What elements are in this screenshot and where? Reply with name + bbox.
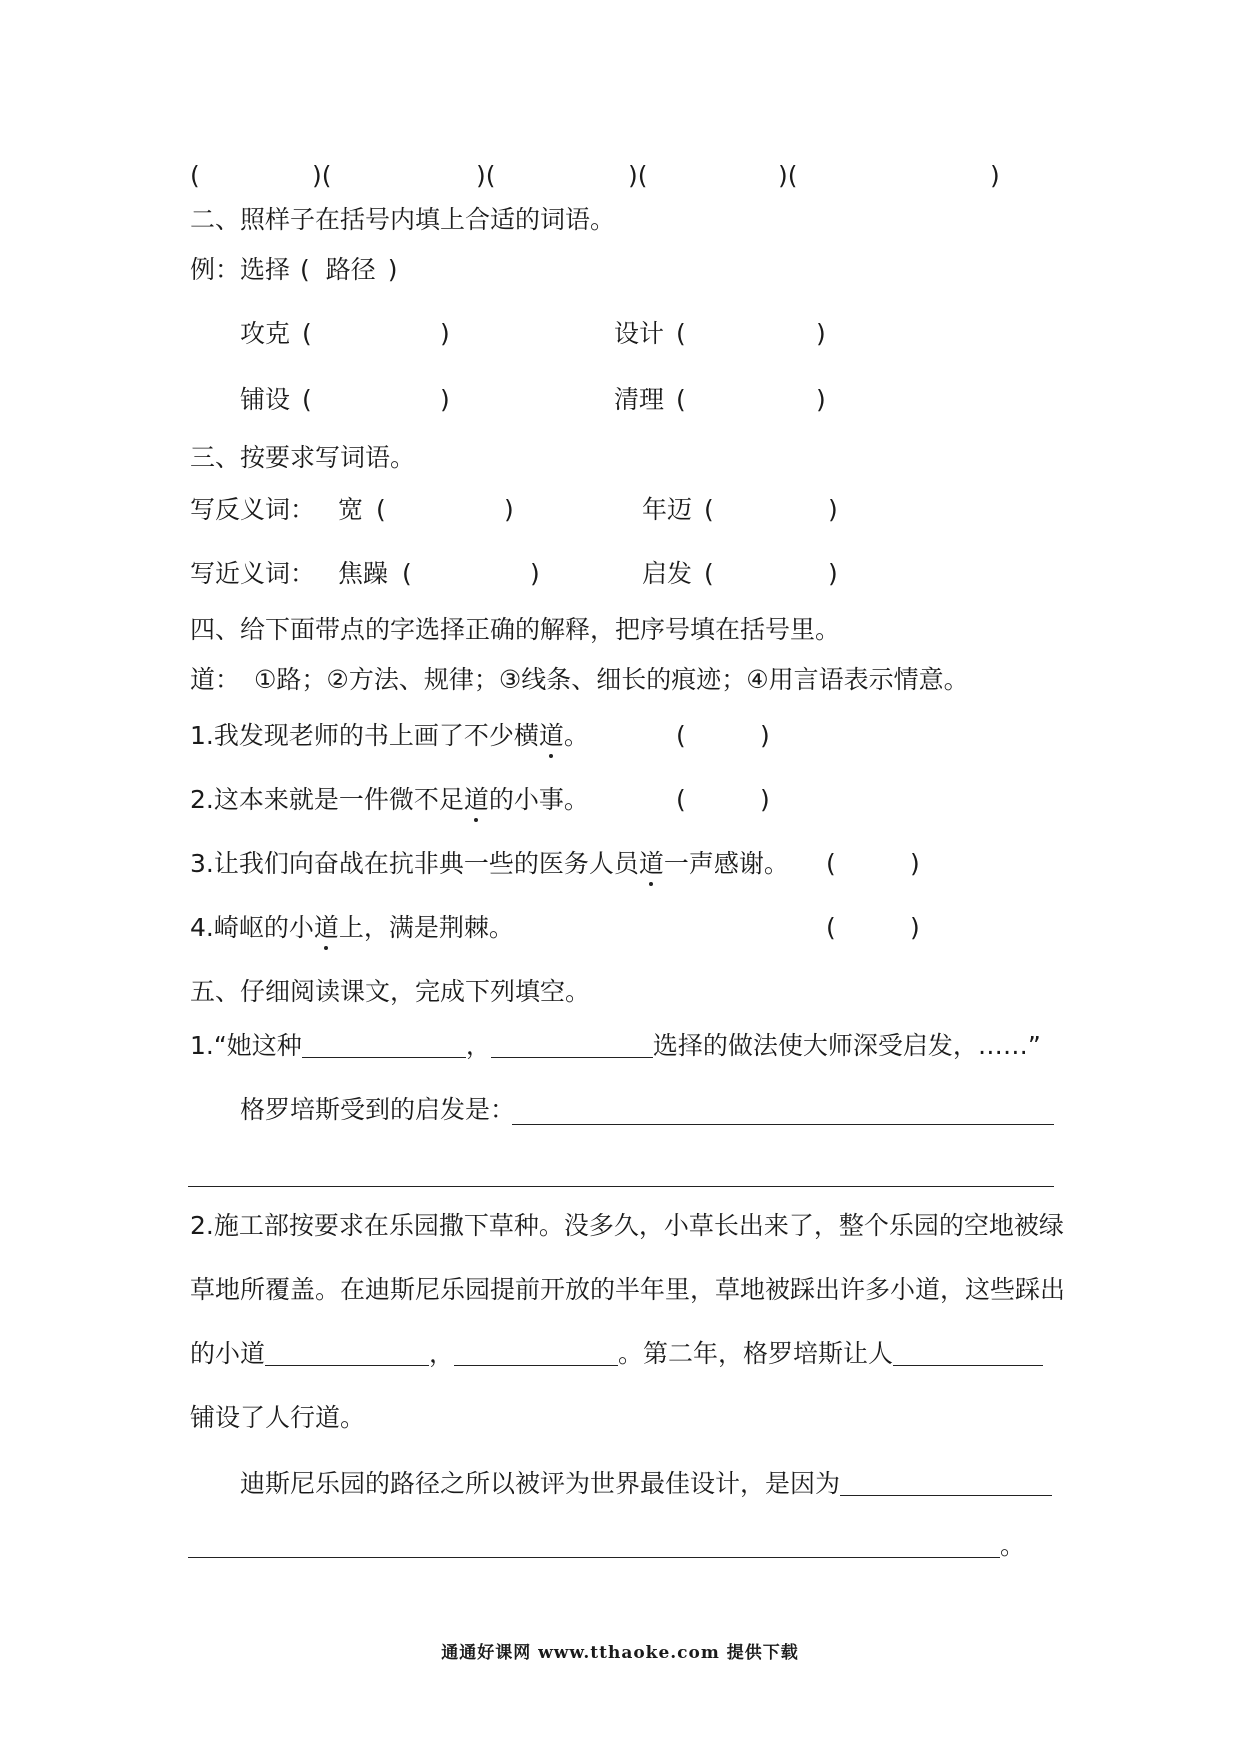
- synonym-jiaozao-close: ): [530, 559, 540, 588]
- definition-label: 道：: [190, 665, 241, 694]
- q1-text-b: 选择的做法使大师深受启发，……”: [652, 1031, 1041, 1060]
- q1-answer-line[interactable]: [512, 1124, 1054, 1125]
- synonym-label: 写近义词：: [190, 559, 316, 588]
- page-footer: 通通好课网 www.tthaoke.com 提供下载: [441, 1643, 799, 1663]
- word-pushe-open: (: [302, 385, 312, 414]
- q2-text-b: 。第二年，格罗培斯让人: [618, 1339, 894, 1368]
- word-qingli-close: ): [816, 385, 826, 414]
- antonym-nianmai: 年迈: [642, 495, 693, 524]
- q2-line3: [190, 1338, 1043, 1370]
- item-2-open: (: [676, 785, 686, 814]
- q2-line1: 2.施工部按要求在乐园撒下草种。没多久，小草长出来了，整个乐园的空地被绿: [190, 1211, 1064, 1240]
- top-paren-3: )(: [476, 161, 496, 190]
- synonym-qifa: 启发: [642, 559, 693, 588]
- item-4-open: (: [826, 913, 836, 942]
- q2-comma: ，: [429, 1339, 455, 1368]
- word-gongke: 攻克: [240, 319, 291, 348]
- top-paren-5: )(: [778, 161, 798, 190]
- q2-blank-1[interactable]: [265, 1339, 429, 1366]
- synonym-jiaozao-open: (: [402, 559, 412, 588]
- definitions-row: [190, 664, 969, 696]
- synonym-qifa-open: (: [704, 559, 714, 588]
- item-2-dotted-char: 道: [463, 785, 489, 814]
- section-4-title: 四、给下面带点的字选择正确的解释，把序号填在括号里。: [190, 615, 841, 644]
- word-qingli: 清理: [614, 385, 665, 414]
- example-open: (: [300, 255, 310, 284]
- top-paren-4: )(: [628, 161, 648, 190]
- item-2-after: 的小事。: [488, 785, 589, 814]
- example-close: ): [387, 255, 398, 284]
- item-4-dotted-char: 道: [313, 913, 339, 942]
- top-paren-1: (: [190, 161, 200, 190]
- word-sheji-open: (: [676, 319, 686, 348]
- q1-line2: 格罗培斯受到的启发是：: [240, 1095, 516, 1124]
- q1-text-a: 1.“她这种: [190, 1031, 302, 1060]
- item-3-after: 一声感谢。: [663, 849, 789, 878]
- q3-line1: [240, 1468, 1052, 1500]
- q1-line: [190, 1030, 1041, 1062]
- antonym-label: 写反义词：: [190, 495, 316, 524]
- top-paren-2: )(: [312, 161, 332, 190]
- synonym-jiaozao: 焦躁: [338, 559, 389, 588]
- word-qingli-open: (: [676, 385, 686, 414]
- item-2-close: ): [760, 785, 770, 814]
- q3-text: 迪斯尼乐园的路径之所以被评为世界最佳设计，是因为: [240, 1469, 841, 1498]
- item-1-before: 1.我发现老师的书上画了不少横: [190, 721, 539, 750]
- q2-blank-3[interactable]: [893, 1339, 1043, 1366]
- item-1-after: 。: [563, 721, 589, 750]
- q3-blank-2[interactable]: [188, 1531, 1000, 1558]
- antonym-kuan: 宽: [338, 495, 364, 524]
- word-gongke-close: ): [440, 319, 450, 348]
- item-3-open: (: [826, 849, 836, 878]
- item-1: [190, 720, 589, 752]
- item-4: [190, 912, 514, 944]
- q3-blank-1[interactable]: [840, 1469, 1052, 1496]
- section-5-title: 五、仔细阅读课文，完成下列填空。: [190, 977, 591, 1006]
- q2-blank-2[interactable]: [454, 1339, 618, 1366]
- top-paren-6: ): [990, 161, 1000, 190]
- definition-list: ①路；②方法、规律；③线条、细长的痕迹；④用言语表示情意。: [254, 665, 969, 694]
- item-2-before: 2.这本来就是一件微不足: [190, 785, 464, 814]
- q2-line2: 草地所覆盖。在迪斯尼乐园提前开放的半年里，草地被踩出许多小道，这些踩出: [190, 1275, 1066, 1304]
- antonym-kuan-open: (: [376, 495, 386, 524]
- item-4-close: ): [910, 913, 920, 942]
- item-1-close: ): [760, 721, 770, 750]
- word-pushe-close: ): [440, 385, 450, 414]
- item-4-after: 上，满是荆棘。: [338, 913, 514, 942]
- item-1-open: (: [676, 721, 686, 750]
- item-3-close: ): [910, 849, 920, 878]
- item-3: [190, 848, 789, 880]
- item-2: [190, 784, 589, 816]
- q1-answer-line-2[interactable]: [188, 1186, 1054, 1187]
- synonym-qifa-close: ): [828, 559, 838, 588]
- word-sheji: 设计: [614, 319, 665, 348]
- q2-text-a: 的小道: [190, 1339, 266, 1368]
- example-prefix: 例：选择: [190, 255, 291, 284]
- item-1-dotted-char: 道: [538, 721, 564, 750]
- q1-comma: ，: [465, 1031, 491, 1060]
- section-2-title: 二、照样子在括号内填上合适的词语。: [190, 205, 616, 234]
- section-3-title: 三、按要求写词语。: [190, 443, 416, 472]
- antonym-nianmai-open: (: [704, 495, 714, 524]
- example-answer: 路径: [325, 255, 376, 284]
- antonym-kuan-close: ): [504, 495, 514, 524]
- section-2-example: [190, 254, 398, 286]
- q1-blank-1[interactable]: [302, 1031, 466, 1058]
- item-3-dotted-char: 道: [638, 849, 664, 878]
- antonym-nianmai-close: ): [828, 495, 838, 524]
- q2-line4: 铺设了人行道。: [190, 1403, 366, 1432]
- word-sheji-close: ): [816, 319, 826, 348]
- item-3-before: 3.让我们向奋战在抗非典一些的医务人员: [190, 849, 639, 878]
- q3-line2: [188, 1530, 1025, 1562]
- q1-blank-2[interactable]: [491, 1031, 653, 1058]
- item-4-before: 4.崎岖的小: [190, 913, 314, 942]
- word-pushe: 铺设: [240, 385, 291, 414]
- word-gongke-open: (: [302, 319, 312, 348]
- q3-period: 。: [1000, 1531, 1026, 1560]
